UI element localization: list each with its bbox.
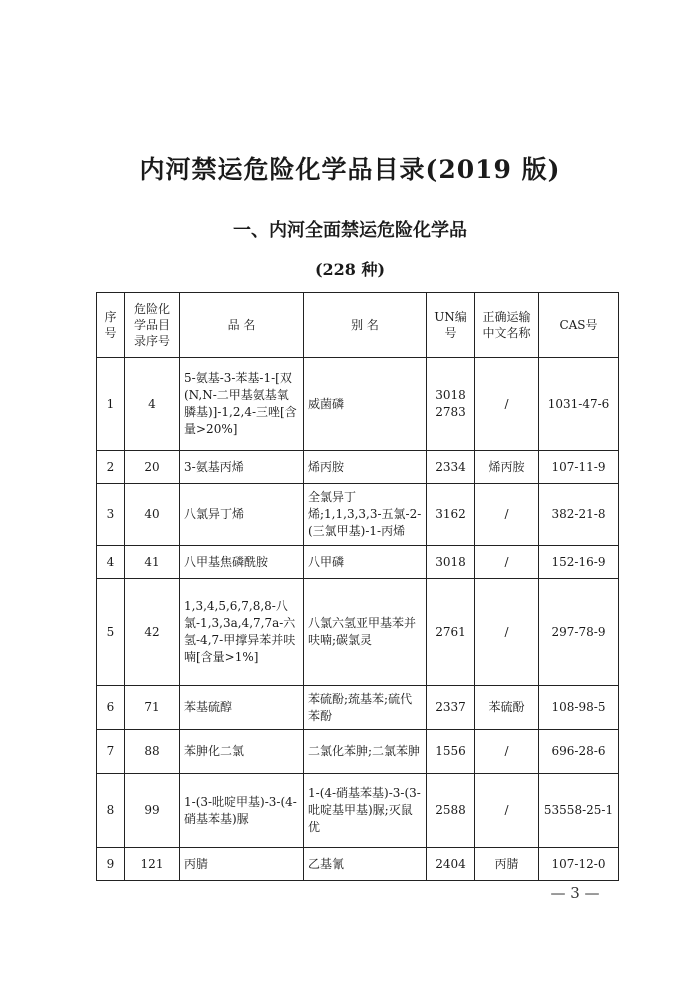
chemicals-table <box>96 292 619 881</box>
cell-catalog-number: 42 <box>125 579 180 686</box>
cell-catalog-number: 71 <box>125 686 180 730</box>
cell-cas-number: 382-21-8 <box>539 484 619 546</box>
header-un-number: UN编号 <box>427 293 475 358</box>
cell-un-number: 1556 <box>427 730 475 774</box>
cell-catalog-number: 41 <box>125 546 180 579</box>
cell-transport-name: 苯硫酚 <box>475 686 539 730</box>
cell-un-number: 2404 <box>427 848 475 881</box>
table-row <box>97 774 619 848</box>
cell-catalog-number: 99 <box>125 774 180 848</box>
cell-product-name: 1-(3-吡啶甲基)-3-(4-硝基苯基)脲 <box>180 774 304 848</box>
cell-serial: 4 <box>97 546 125 579</box>
cell-serial: 5 <box>97 579 125 686</box>
cell-transport-name: / <box>475 579 539 686</box>
header-catalog-number: 危险化学品目录序号 <box>125 293 180 358</box>
header-cas-number: CAS号 <box>539 293 619 358</box>
cell-product-name: 苯胂化二氯 <box>180 730 304 774</box>
cell-cas-number: 152-16-9 <box>539 546 619 579</box>
table-header-row <box>97 293 619 358</box>
table-row <box>97 730 619 774</box>
cell-serial: 2 <box>97 451 125 484</box>
item-count: (228 种) <box>314 260 386 279</box>
cell-un-number: 2334 <box>427 451 475 484</box>
table-row <box>97 686 619 730</box>
header-serial: 序号 <box>97 293 125 358</box>
cell-un-number: 3018 2783 <box>427 358 475 451</box>
cell-serial: 8 <box>97 774 125 848</box>
cell-catalog-number: 20 <box>125 451 180 484</box>
cell-product-name: 5-氨基-3-苯基-1-[双(N,N-二甲基氨基氧膦基)]-1,2,4-三唑[含量>20%] <box>180 358 304 451</box>
cell-alias: 1-(4-硝基苯基)-3-(3-吡啶基甲基)脲;灭鼠优 <box>304 774 427 848</box>
cell-alias: 苯硫酚;巯基苯;硫代苯酚 <box>304 686 427 730</box>
document-title: 内河禁运危险化学品目录(2019 版) <box>139 155 561 184</box>
table-row <box>97 358 619 451</box>
cell-alias: 二氯化苯胂;二氯苯胂 <box>304 730 427 774</box>
cell-product-name: 苯基硫醇 <box>180 686 304 730</box>
cell-alias: 全氯异丁烯;1,1,3,3,3-五氯-2-(三氯甲基)-1-丙烯 <box>304 484 427 546</box>
header-product-name: 品 名 <box>180 293 304 358</box>
cell-alias: 八甲磷 <box>304 546 427 579</box>
cell-serial: 6 <box>97 686 125 730</box>
cell-cas-number: 297-78-9 <box>539 579 619 686</box>
cell-un-number: 3018 <box>427 546 475 579</box>
cell-transport-name: / <box>475 730 539 774</box>
cell-cas-number: 108-98-5 <box>539 686 619 730</box>
cell-serial: 9 <box>97 848 125 881</box>
cell-un-number: 2761 <box>427 579 475 686</box>
cell-transport-name: / <box>475 546 539 579</box>
cell-product-name: 八甲基焦磷酰胺 <box>180 546 304 579</box>
table-row <box>97 546 619 579</box>
table-row <box>97 484 619 546</box>
cell-transport-name: / <box>475 484 539 546</box>
cell-product-name: 1,3,4,5,6,7,8,8-八氯-1,3,3a,4,7,7a-六氢-4,7-甲撑异苯并呋喃[含量>1%] <box>180 579 304 686</box>
cell-alias: 烯丙胺 <box>304 451 427 484</box>
section-heading: 一、内河全面禁运危险化学品 <box>233 220 467 241</box>
table-row <box>97 848 619 881</box>
cell-cas-number: 1031-47-6 <box>539 358 619 451</box>
cell-catalog-number: 4 <box>125 358 180 451</box>
cell-alias: 乙基氰 <box>304 848 427 881</box>
cell-cas-number: 696-28-6 <box>539 730 619 774</box>
cell-catalog-number: 40 <box>125 484 180 546</box>
cell-catalog-number: 88 <box>125 730 180 774</box>
cell-transport-name: 烯丙胺 <box>475 451 539 484</box>
cell-transport-name: 丙腈 <box>475 848 539 881</box>
table-row <box>97 451 619 484</box>
cell-transport-name: / <box>475 358 539 451</box>
cell-product-name: 丙腈 <box>180 848 304 881</box>
cell-un-number: 2588 <box>427 774 475 848</box>
cell-alias: 威菌磷 <box>304 358 427 451</box>
cell-alias: 八氯六氢亚甲基苯并呋喃;碳氯灵 <box>304 579 427 686</box>
cell-serial: 7 <box>97 730 125 774</box>
cell-catalog-number: 121 <box>125 848 180 881</box>
header-transport-name: 正确运输中文名称 <box>475 293 539 358</box>
cell-cas-number: 53558-25-1 <box>539 774 619 848</box>
cell-un-number: 3162 <box>427 484 475 546</box>
cell-un-number: 2337 <box>427 686 475 730</box>
cell-serial: 1 <box>97 358 125 451</box>
cell-transport-name: / <box>475 774 539 848</box>
cell-product-name: 3-氨基丙烯 <box>180 451 304 484</box>
cell-serial: 3 <box>97 484 125 546</box>
header-alias: 别 名 <box>304 293 427 358</box>
cell-cas-number: 107-11-9 <box>539 451 619 484</box>
page-number: — 3 — <box>550 884 600 902</box>
table-row <box>97 579 619 686</box>
cell-cas-number: 107-12-0 <box>539 848 619 881</box>
cell-product-name: 八氯异丁烯 <box>180 484 304 546</box>
